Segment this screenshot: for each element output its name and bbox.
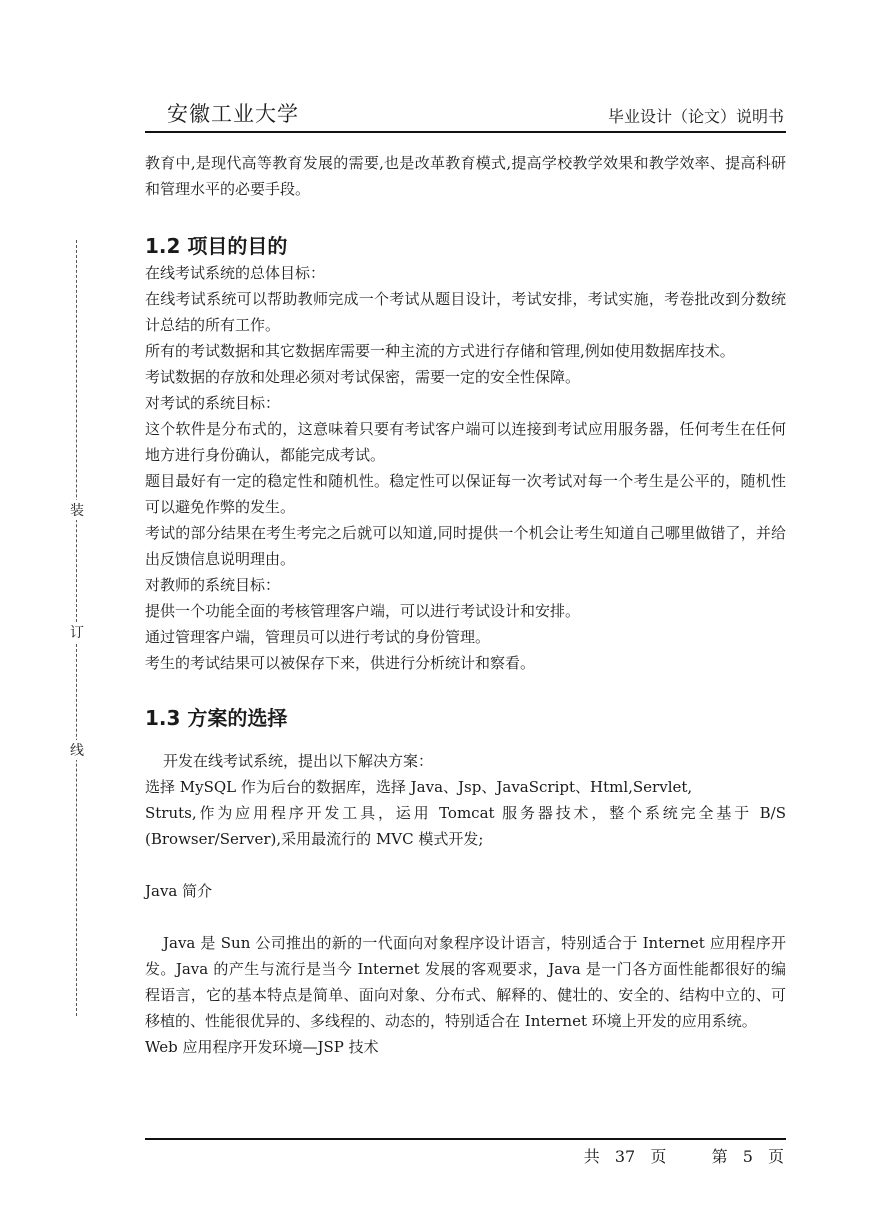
paragraph: 选择 MySQL 作为后台的数据库，选择 Java、Jsp、JavaScript、Html,Servlet, xyxy=(145,778,693,796)
binding-mark-xian: 线 xyxy=(69,740,85,760)
paragraph: 开发在线考试系统，提出以下解决方案： xyxy=(163,752,434,770)
paragraph: Web 应用程序开发环境—JSP 技术 xyxy=(145,1038,379,1056)
footer-rule xyxy=(145,1138,786,1140)
page-footer xyxy=(584,1144,784,1167)
footer-unit: 页 xyxy=(767,1147,784,1166)
paragraph: 题目最好有一定的稳定性和随机性。稳定性可以保证每一次考试对每一个考生是公平的，随机性可以避免作弊的发生。 xyxy=(145,472,786,516)
paragraph: 提供一个功能全面的考核管理客户端，可以进行考试设计和安排。 xyxy=(145,602,581,620)
document-type: 毕业设计（论文）说明书 xyxy=(607,107,784,126)
paragraph: 对考试的系统目标： xyxy=(145,394,281,412)
paragraph: 考试的部分结果在考生考完之后就可以知道,同时提供一个机会让考生知道自己哪里做错了，并给出反馈信息说明理由。 xyxy=(145,524,786,568)
body-content xyxy=(145,150,786,1060)
paragraph: 考试数据的存放和处理必须对考试保密，需要一定的安全性保障。 xyxy=(145,368,581,386)
intro-paragraph: 教育中,是现代高等教育发展的需要,也是改革教育模式,提高学校教学效果和教学效率、提高科研和管理水平的必要手段。 xyxy=(145,154,786,198)
university-name: 安徽工业大学 xyxy=(167,102,299,126)
binding-mark-ding: 订 xyxy=(69,622,85,642)
paragraph: 在线考试系统的总体目标： xyxy=(145,264,326,282)
header-rule xyxy=(145,131,786,133)
footer-total-pages: 37 xyxy=(614,1147,636,1166)
section-heading-1-3: 1.3 方案的选择 xyxy=(145,706,288,730)
paragraph: 通过管理客户端，管理员可以进行考试的身份管理。 xyxy=(145,628,491,646)
binding-mark-zhuang: 装 xyxy=(69,500,85,520)
paragraph: Struts,作为应用程序开发工具，运用 Tomcat 服务器技术，整个系统完全基于 B/S (Browser/Server),采用最流行的 MVC 模式开发; xyxy=(145,804,786,848)
paragraph: 在线考试系统可以帮助教师完成一个考试从题目设计，考试安排，考试实施，考卷批改到分数统计总结的所有工作。 xyxy=(145,290,786,334)
paragraph: 考生的考试结果可以被保存下来，供进行分析统计和察看。 xyxy=(145,654,536,672)
subheading-java-intro: Java 简介 xyxy=(145,882,213,900)
section-heading-1-2: 1.2 项目的目的 xyxy=(145,234,288,258)
footer-total-label: 共 xyxy=(583,1147,600,1166)
footer-page-number: 5 xyxy=(742,1147,753,1166)
footer-unit: 页 xyxy=(650,1147,667,1166)
paragraph: 所有的考试数据和其它数据库需要一种主流的方式进行存储和管理,例如使用数据库技术。 xyxy=(145,342,735,360)
paragraph: Java 是 Sun 公司推出的新的一代面向对象程序设计语言，特别适合于 Internet 应用程序开发。Java 的产生与流行是当今 Internet 发展的客观要求，Java 是一门各方面性能都很好的编程语言，它的基本特点是简单、面向对象、分布式、解释的、健壮的、安全的、结构中立的、可移植的、性能很优异的、多线程的、动态的，特别适合在 Internet 环境上开发的应用系统。 xyxy=(145,934,786,1030)
paragraph: 这个软件是分布式的，这意味着只要有考试客户端可以连接到考试应用服务器，任何考生在任何地方进行身份确认，都能完成考试。 xyxy=(145,420,786,464)
paragraph: 对教师的系统目标： xyxy=(145,576,281,594)
footer-page-label: 第 xyxy=(711,1147,728,1166)
